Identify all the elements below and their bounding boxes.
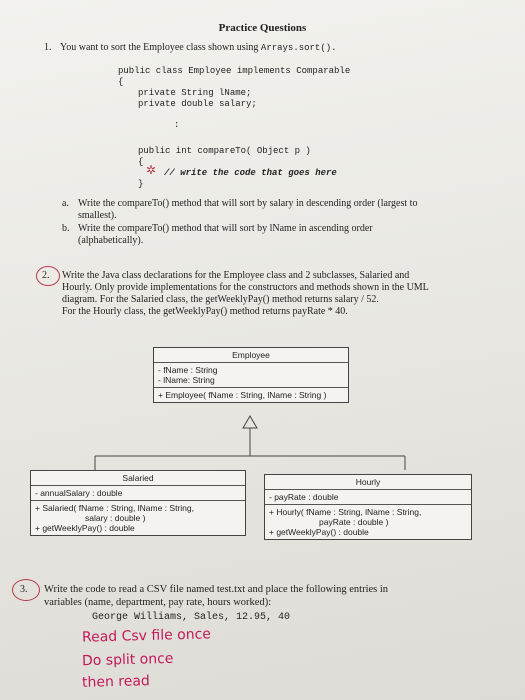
q1b-text-1: Write the compareTo() method that will sort by lName in ascending order <box>78 223 373 234</box>
uml-salaried-class <box>30 470 246 536</box>
q1b-text-2: (alphabetically). <box>78 235 144 246</box>
uml-salaried-methods <box>31 501 245 535</box>
uml-employee-attrs <box>154 363 348 388</box>
uml-hourly-method-1-cont: payRate : double ) <box>319 517 389 527</box>
q3-line-2: variables (name, department, pay rate, hours worked): <box>44 597 272 608</box>
uml-hourly-methods <box>265 505 471 539</box>
q1a-text-1: Write the compareTo() method that will sort by salary in descending order (largest to <box>78 198 418 209</box>
uml-hourly-attr-1: - payRate : double <box>269 492 339 502</box>
q1-code-line-4: private double salary; <box>138 99 257 109</box>
q1-code-line-8: // write the code that goes here <box>164 168 337 178</box>
uml-employee-attr-2: - lName: String <box>158 375 215 385</box>
q2-line-1: Write the Java class declarations for the Employee class and 2 subclasses, Salaried and <box>62 270 410 281</box>
uml-employee-name: Employee <box>154 348 348 363</box>
q1-code-line-3: private String lName; <box>138 88 252 98</box>
uml-hourly-name: Hourly <box>265 475 471 490</box>
uml-salaried-attrs <box>31 486 245 501</box>
q3-code: George Williams, Sales, 12.95, 40 <box>92 612 291 623</box>
q1-code-line-7: { <box>138 157 144 167</box>
handwritten-note-2: Do split once <box>81 650 174 670</box>
uml-salaried-method-1: + Salaried( fName : String, lName : String, <box>35 503 194 513</box>
uml-hourly-method-1: + Hourly( fName : String, lName : String, <box>269 507 422 517</box>
uml-salaried-name: Salaried <box>31 471 245 486</box>
uml-hourly-attrs <box>265 490 471 505</box>
uml-salaried-method-1-cont: salary : double ) <box>85 513 146 523</box>
q2-number: 2. <box>42 270 50 281</box>
q2-line-2: Hourly. Only provide implementations for the constructors and methods shown in the UML <box>62 282 429 293</box>
q2-line-3: diagram. For the Salaried class, the getWeeklyPay() method returns salary / 52. <box>62 294 379 305</box>
q1a-text-2: smallest). <box>78 210 117 221</box>
inheritance-connector <box>0 408 525 478</box>
q1b-label: b. <box>62 223 70 234</box>
inheritance-arrow-icon <box>243 416 257 428</box>
q1-code-line-9: } <box>138 179 144 189</box>
q1-code-line-6: public int compareTo( Object p ) <box>138 146 311 156</box>
uml-salaried-method-2: + getWeeklyPay() : double <box>35 523 135 533</box>
uml-employee-class <box>153 347 349 403</box>
q1-code-line-2: { <box>118 77 124 87</box>
uml-employee-methods <box>154 388 348 402</box>
q1-intro <box>44 42 484 54</box>
uml-employee-method-1: + Employee( fName : String, lName : String ) <box>158 390 327 400</box>
q3-number: 3. <box>20 584 28 595</box>
uml-hourly-method-2: + getWeeklyPay() : double <box>269 527 369 537</box>
uml-hourly-class <box>264 474 472 540</box>
page-title: Practice Questions <box>218 22 307 34</box>
handwritten-note-1: Read Csv file once <box>81 626 212 646</box>
q3-line-1: Write the code to read a CSV file named test.txt and place the following entries in <box>44 584 389 595</box>
handwritten-note-3: then read <box>81 673 151 691</box>
star-mark-icon: ✲ <box>146 163 157 177</box>
q1-intro-text: You want to sort the Employee class shown using <box>60 42 259 53</box>
q1-code-line-5: : <box>174 120 180 130</box>
q1a-label: a. <box>62 198 69 209</box>
uml-employee-attr-1: - fName : String <box>158 365 218 375</box>
uml-salaried-attr-1: - annualSalary : double <box>35 488 123 498</box>
q2-line-4: For the Hourly class, the getWeeklyPay() method returns payRate * 40. <box>62 306 348 317</box>
q1-number: 1. <box>44 42 52 53</box>
q1-code-line-1: public class Employee implements Comparable <box>118 66 351 76</box>
q1-intro-code: Arrays.sort(). <box>260 43 337 53</box>
